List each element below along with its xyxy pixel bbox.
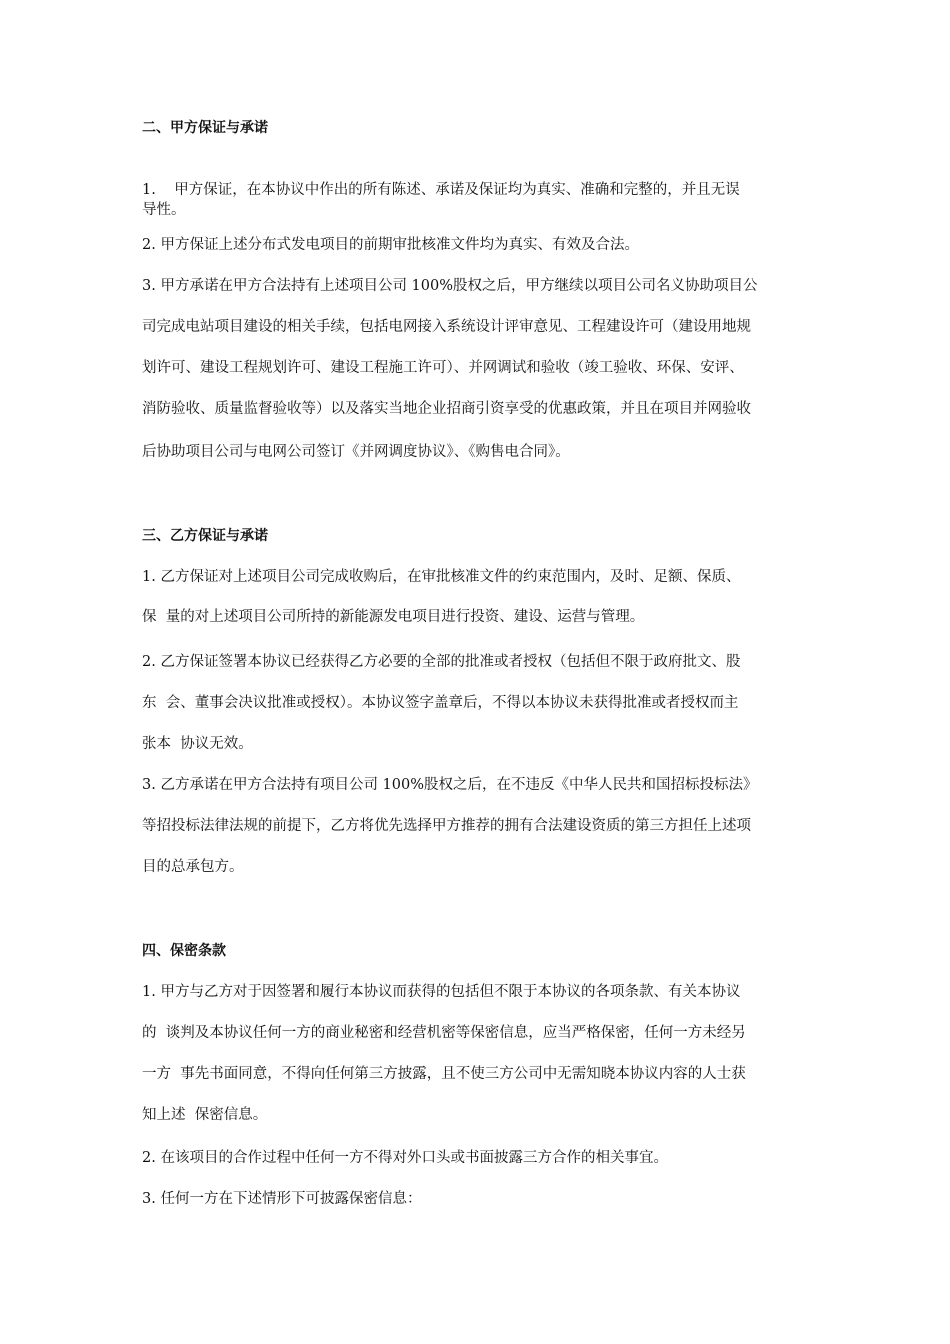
paragraph-line: 张本 协议无效。 — [142, 736, 253, 752]
paragraph-line: 3. 乙方承诺在甲方合法持有项目公司 100%股权之后，在不违反《中华人民共和国招标投标法》 — [142, 777, 758, 793]
paragraph-line: 一方 事先书面同意，不得向任何第三方披露，且不使三方公司中无需知晓本协议内容的人士获 — [142, 1066, 746, 1082]
section-heading: 三、乙方保证与承诺 — [142, 528, 268, 544]
paragraph-line: 后协助项目公司与电网公司签订《并网调度协议》、《购售电合同》。 — [142, 444, 570, 460]
paragraph-line: 2. 在该项目的合作过程中任何一方不得对外口头或书面披露三方合作的相关事宜。 — [142, 1150, 668, 1166]
paragraph-line: 等招投标法律法规的前提下，乙方将优先选择甲方推荐的拥有合法建设资质的第三方担任上述项 — [142, 818, 751, 834]
paragraph-line: 2. 乙方保证签署本协议已经获得乙方必要的全部的批准或者授权（包括但不限于政府批文、股 — [142, 654, 741, 670]
paragraph-line: 消防验收、质量监督验收等）以及落实当地企业招商引资享受的优惠政策，并且在项目并网验收 — [142, 401, 751, 417]
paragraph-line: 东 会、董事会决议批准或授权）。本协议签字盖章后，不得以本协议未获得批准或者授权而主 — [142, 695, 739, 711]
paragraph-line: 1. 甲方保证，在本协议中作出的所有陈述、承诺及保证均为真实、准确和完整的，并且无误 — [142, 182, 740, 198]
paragraph-line: 1. 乙方保证对上述项目公司完成收购后，在审批核准文件的约束范围内，及时、足额、保质、 — [142, 569, 741, 585]
paragraph-line: 1. 甲方与乙方对于因签署和履行本协议而获得的包括但不限于本协议的各项条款、有关本协议 — [142, 984, 741, 1000]
paragraph-line: 知上述 保密信息。 — [142, 1107, 268, 1123]
paragraph-line: 导性。 — [142, 202, 186, 218]
paragraph-line: 2. 甲方保证上述分布式发电项目的前期审批核准文件均为真实、有效及合法。 — [142, 237, 639, 253]
paragraph-line: 3. 任何一方在下述情形下可披露保密信息： — [142, 1191, 422, 1207]
paragraph-line: 3. 甲方承诺在甲方合法持有上述项目公司 100%股权之后，甲方继续以项目公司名义协助项目公 — [142, 278, 758, 294]
paragraph-line: 的 谈判及本协议任何一方的商业秘密和经营机密等保密信息，应当严格保密，任何一方未经另 — [142, 1025, 746, 1041]
paragraph-line: 司完成电站项目建设的相关手续，包括电网接入系统设计评审意见、工程建设许可（建设用地规 — [142, 319, 751, 335]
paragraph-line: 目的总承包方。 — [142, 859, 244, 875]
paragraph-line: 保 量的对上述项目公司所持的新能源发电项目进行投资、建设、运营与管理。 — [142, 609, 645, 625]
paragraph-line: 划许可、建设工程规划许可、建设工程施工许可）、并网调试和验收（竣工验收、环保、安评、 — [142, 360, 744, 376]
section-heading: 四、保密条款 — [142, 943, 226, 959]
section-heading: 二、甲方保证与承诺 — [142, 120, 268, 136]
